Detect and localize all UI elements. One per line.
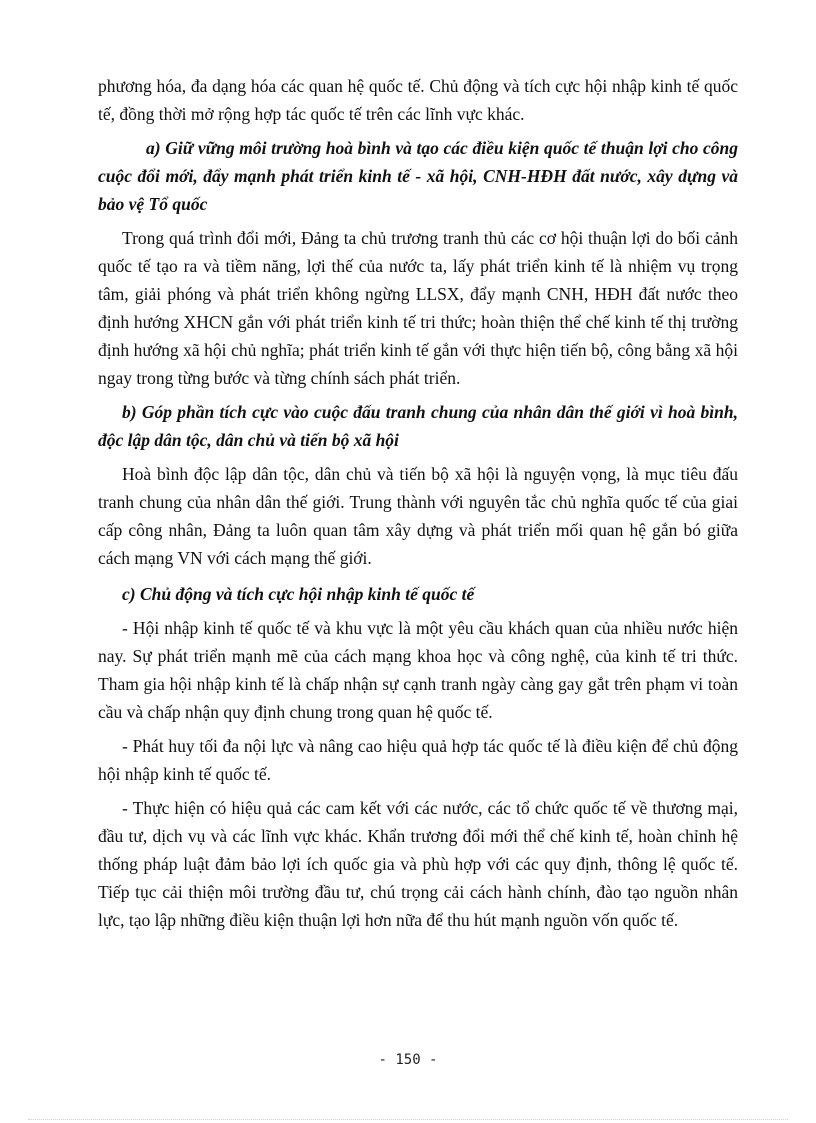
section-heading-c: c) Chủ động và tích cực hội nhập kinh tế quốc tế: [122, 584, 475, 604]
intro-paragraph: phương hóa, đa dạng hóa các quan hệ quốc tế. Chủ động và tích cực hội nhập kinh tế quốc tế, đồng thời mở rộng hợp tác quốc tế trên các lĩnh vực khác.: [98, 76, 738, 124]
section-heading-b: b) Góp phần tích cực vào cuộc đấu tranh chung của nhân dân thế giới vì hoà bình, độc lập dân tộc, dân chủ và tiến bộ xã hội: [98, 402, 738, 450]
section-c-bullet-1: - Hội nhập kinh tế quốc tế và khu vực là một yêu cầu khách quan của nhiều nước hiện nay. Sự phát triển mạnh mẽ của cách mạng khoa học và công nghệ, của kinh tế tri thức. Tham gia hội nhập kinh tế là chấp nhận sự cạnh tranh ngày càng gay gắt trên phạm vi toàn cầu và chấp nhận quy định chung trong quan hệ quốc tế.: [98, 618, 738, 722]
section-a-paragraph: Trong quá trình đổi mới, Đảng ta chủ trương tranh thủ các cơ hội thuận lợi do bối cảnh quốc tế tạo ra và tiềm năng, lợi thế của nước ta, lấy phát triển kinh tế là nhiệm vụ trọng tâm, giải phóng và phát triển không ngừng LLSX, đẩy mạnh CNH, HĐH đất nước theo định hướng XHCN gắn với phát triển kinh tế tri thức; hoàn thiện thể chế kinh tế thị trường định hướng xã hội chủ nghĩa; phát triển kinh tế gắn với thực hiện tiến bộ, công bằng xã hội ngay trong từng bước và từng chính sách phát triển.: [98, 228, 738, 388]
page-bottom-divider: [28, 1119, 788, 1120]
section-c-bullet-2: - Phát huy tối đa nội lực và nâng cao hiệu quả hợp tác quốc tế là điều kiện để chủ động hội nhập kinh tế quốc tế.: [98, 736, 738, 784]
page-body: [98, 72, 738, 934]
section-c-bullet-3: - Thực hiện có hiệu quả các cam kết với các nước, các tổ chức quốc tế về thương mại, đầu tư, dịch vụ và các lĩnh vực khác. Khẩn trương đổi mới thể chế kinh tế, hoàn chỉnh hệ thống pháp luật đảm bảo lợi ích quốc gia và phù hợp với các quy định, thông lệ quốc tế. Tiếp tục cải thiện môi trường đầu tư, chú trọng cải cách hành chính, đào tạo nguồn nhân lực, tạo lập những điều kiện thuận lợi hơn nữa để thu hút mạnh nguồn vốn quốc tế.: [98, 798, 738, 930]
section-heading-a: a) Giữ vững môi trường hoà bình và tạo các điều kiện quốc tế thuận lợi cho công cuộc đổi mới, đẩy mạnh phát triển kinh tế - xã hội, CNH-HĐH đất nước, xây dựng và bảo vệ Tổ quốc: [98, 138, 738, 214]
page-number: - 150 -: [378, 1052, 438, 1068]
section-b-paragraph: Hoà bình độc lập dân tộc, dân chủ và tiến bộ xã hội là nguyện vọng, là mục tiêu đấu tranh chung của nhân dân thế giới. Trung thành với nguyên tắc chủ nghĩa quốc tế của giai cấp công nhân, Đảng ta luôn quan tâm xây dựng và phát triển mối quan hệ gắn bó giữa cách mạng VN với cách mạng thế giới.: [98, 464, 738, 568]
